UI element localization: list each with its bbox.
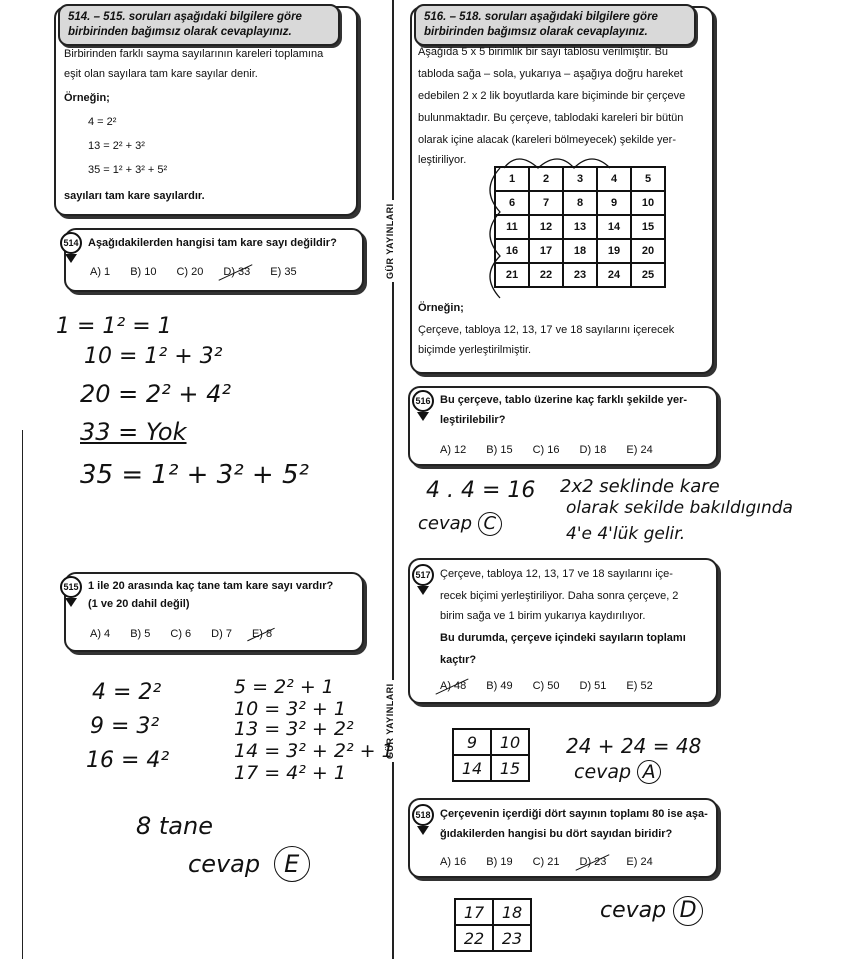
example-label: Örneğin; xyxy=(64,92,110,104)
option-d[interactable]: D) 18 xyxy=(579,444,607,456)
question-517-line-3: birim sağa ve 1 birim yukarıya kaydırılıyor. xyxy=(440,610,646,622)
hw516-answer-letter: C xyxy=(478,512,502,536)
option-b[interactable]: B) 10 xyxy=(130,266,157,278)
option-a[interactable]: A) 4 xyxy=(90,628,111,640)
right-info-line-2: tabloda sağa – sola, yukarıya – aşağıya doğru hareket xyxy=(418,68,683,80)
option-c[interactable]: C) 50 xyxy=(532,680,560,692)
option-c[interactable]: C) 6 xyxy=(170,628,192,640)
grid-cell: 8 xyxy=(563,191,597,215)
hw516-answer xyxy=(418,512,502,536)
hw515-left-2: 9 = 3² xyxy=(90,714,160,739)
right-info-line-5: olarak içine alacak (kareleri bölmeyecek) şekilde yer- xyxy=(418,134,676,146)
hw516-cevap: cevap xyxy=(418,513,473,534)
option-e-marked[interactable]: E) 8 xyxy=(251,628,273,640)
hw518-cevap: cevap xyxy=(600,898,667,923)
hw514-line-5: 35 = 1² + 3² + 5² xyxy=(80,460,309,490)
option-e[interactable]: E) 52 xyxy=(626,680,653,692)
option-d-marked[interactable]: D) 33 xyxy=(223,266,251,278)
grid-cell: 12 xyxy=(529,215,563,239)
hw518-cell: 18 xyxy=(493,899,531,925)
grid-cell: 21 xyxy=(495,263,529,287)
hw517-answer xyxy=(574,760,661,784)
grid-cell: 6 xyxy=(495,191,529,215)
grid-cell: 15 xyxy=(631,215,665,239)
grid-handwritten-loops xyxy=(470,150,640,310)
option-e[interactable]: E) 24 xyxy=(626,444,653,456)
option-b[interactable]: B) 49 xyxy=(486,680,513,692)
question-514-options xyxy=(90,262,317,280)
info-header-516-518: 516. – 518. soruları aşağıdaki bilgilere göre birbirinden bağımsız olarak cevaplayınız. xyxy=(414,4,696,46)
column-divider xyxy=(392,0,394,959)
question-518-text-1: Çerçevenin içerdiği dört sayının toplamı 80 ise aşa- xyxy=(440,808,708,820)
grid-cell: 2 xyxy=(529,167,563,191)
hw514-line-3: 20 = 2² + 4² xyxy=(80,380,232,408)
grid-cell: 14 xyxy=(597,215,631,239)
hw515-right-3: 13 = 3² + 2² xyxy=(234,718,354,740)
question-518-text-2: ğıdakilerden hangisi bu dört sayıdan biridir? xyxy=(440,828,673,840)
question-514-text: Aşağıdakilerden hangisi tam kare sayı değildir? xyxy=(88,237,337,249)
question-517-q-2: kaçtır? xyxy=(440,654,477,666)
question-518-options xyxy=(440,852,673,870)
example-3: 35 = 1² + 3² + 5² xyxy=(88,164,168,176)
right-example-label: Örneğin; xyxy=(418,302,464,314)
hw516-note-3: 4'e 4'lük gelir. xyxy=(566,524,686,544)
grid-cell: 3 xyxy=(563,167,597,191)
hw514-line-2: 10 = 1² + 3² xyxy=(84,344,223,369)
hw516-calc: 4 . 4 = 16 xyxy=(426,478,536,503)
grid-cell: 22 xyxy=(529,263,563,287)
hw517-cevap: cevap xyxy=(574,761,632,783)
grid-cell: 16 xyxy=(495,239,529,263)
option-c[interactable]: C) 20 xyxy=(176,266,204,278)
question-516-text-1: Bu çerçeve, tablo üzerine kaç farklı şekilde yer- xyxy=(440,394,688,406)
hw517-calc: 24 + 24 = 48 xyxy=(566,734,702,758)
question-517-q-1: Bu durumda, çerçeve içindeki sayıların toplamı xyxy=(440,632,686,644)
option-a-marked[interactable]: A) 48 xyxy=(440,680,467,692)
question-517-options xyxy=(440,676,673,694)
hw515-right-4: 14 = 3² + 2² + 1 xyxy=(234,740,394,762)
option-e[interactable]: E) 35 xyxy=(270,266,297,278)
hw518-cell: 22 xyxy=(455,925,493,951)
hw514-line-4: 33 = Yok xyxy=(80,418,187,446)
grid-cell: 17 xyxy=(529,239,563,263)
question-515-pin xyxy=(65,598,77,607)
question-517-number: 517 xyxy=(412,564,434,586)
grid-cell: 13 xyxy=(563,215,597,239)
grid-cell: 24 xyxy=(597,263,631,287)
hw515-cevap: cevap xyxy=(188,850,261,878)
grid-cell: 25 xyxy=(631,263,665,287)
question-516-pin xyxy=(417,412,429,421)
question-515-options xyxy=(90,624,292,642)
hw518-cell: 17 xyxy=(455,899,493,925)
hw517-cell: 9 xyxy=(453,729,491,755)
hw518-answer xyxy=(600,896,703,926)
option-b[interactable]: B) 19 xyxy=(486,856,513,868)
example-1: 4 = 2² xyxy=(88,116,117,128)
hw516-note-2: olarak sekilde bakıldıgında xyxy=(566,498,793,518)
question-517-pin xyxy=(417,586,429,595)
hw515-answer-letter: E xyxy=(274,846,310,882)
hw517-cell: 14 xyxy=(453,755,491,781)
question-515-number: 515 xyxy=(60,576,82,598)
hw517-cell: 10 xyxy=(491,729,529,755)
grid-cell: 20 xyxy=(631,239,665,263)
hw517-cell: 15 xyxy=(491,755,529,781)
option-d[interactable]: D) 51 xyxy=(579,680,607,692)
question-518-pin xyxy=(417,826,429,835)
option-a[interactable]: A) 16 xyxy=(440,856,467,868)
right-info-line-3: edebilen 2 x 2 lik boyutlarda kare biçiminde bir çerçeve xyxy=(418,90,686,102)
grid-cell: 4 xyxy=(597,167,631,191)
info-header-514-515: 514. – 515. soruları aşağıdaki bilgilere göre birbirinden bağımsız olarak cevaplayınız. xyxy=(58,4,340,46)
left-margin-line xyxy=(22,430,23,959)
option-a[interactable]: A) 12 xyxy=(440,444,467,456)
question-518-number: 518 xyxy=(412,804,434,826)
hw515-right-1: 5 = 2² + 1 xyxy=(234,676,334,698)
option-a[interactable]: A) 1 xyxy=(90,266,111,278)
hw517-answer-letter: A xyxy=(637,760,661,784)
hw515-left-3: 16 = 4² xyxy=(86,748,170,773)
grid-cell: 19 xyxy=(597,239,631,263)
question-517-line-1: Çerçeve, tabloya 12, 13, 17 ve 18 sayılarını içe- xyxy=(440,568,673,580)
hw516-note-1: 2x2 seklinde kare xyxy=(560,476,720,497)
info-line-1: Birbirinden farklı sayma sayılarının kareleri toplamına xyxy=(64,48,324,60)
side-label-bottom: GÜR YAYINLARI xyxy=(385,680,395,762)
question-515-sub: (1 ve 20 dahil değil) xyxy=(88,598,190,610)
hw515-right-2: 10 = 3² + 1 xyxy=(234,698,346,720)
hw517-grid xyxy=(452,728,530,782)
grid-cell: 11 xyxy=(495,215,529,239)
grid-cell: 7 xyxy=(529,191,563,215)
grid-cell: 10 xyxy=(631,191,665,215)
example-2: 13 = 2² + 3² xyxy=(88,140,145,152)
question-516-number: 516 xyxy=(412,390,434,412)
hw515-right-5: 17 = 4² + 1 xyxy=(234,762,346,784)
option-b[interactable]: B) 5 xyxy=(130,628,151,640)
question-516-text-2: leştirilebilir? xyxy=(440,414,506,426)
option-c[interactable]: C) 21 xyxy=(532,856,560,868)
question-514-pin xyxy=(65,254,77,263)
hw518-grid xyxy=(454,898,532,952)
option-d-marked[interactable]: D) 23 xyxy=(579,856,607,868)
option-e[interactable]: E) 24 xyxy=(626,856,653,868)
hw518-answer-letter: D xyxy=(673,896,703,926)
right-example-text: Çerçeve, tabloya 12, 13, 17 ve 18 sayılarını içerecek biçimde yerleştirilmiştir. xyxy=(418,324,675,356)
right-info-line-6: leştiriliyor. xyxy=(418,154,467,166)
question-514-number: 514 xyxy=(60,232,82,254)
grid-cell: 5 xyxy=(631,167,665,191)
option-c[interactable]: C) 16 xyxy=(532,444,560,456)
grid-cell: 23 xyxy=(563,263,597,287)
hw515-answer-count: 8 tane xyxy=(136,812,213,840)
hw515-left-1: 4 = 2² xyxy=(92,680,162,705)
grid-cell: 9 xyxy=(597,191,631,215)
info-line-2: eşit olan sayılara tam kare sayılar denir. xyxy=(64,68,258,80)
question-517-line-2: recek biçimi yerleştiriliyor. Daha sonra çerçeve, 2 xyxy=(440,590,679,602)
hw515-answer xyxy=(188,846,310,882)
grid-cell: 18 xyxy=(563,239,597,263)
option-d[interactable]: D) 7 xyxy=(211,628,232,640)
question-515-text: 1 ile 20 arasında kaç tane tam kare sayı vardır? xyxy=(88,580,334,592)
question-516-options xyxy=(440,440,673,458)
grid-cell: 1 xyxy=(495,167,529,191)
right-info-line-4: bulunmaktadır. Bu çerçeve, tablodaki kareleri bir bütün xyxy=(418,112,684,124)
hw514-line-1: 1 = 1² = 1 xyxy=(56,314,172,339)
right-info-line-1: Aşağıda 5 x 5 birimlik bir sayı tablosu verilmiştir. Bu xyxy=(418,46,669,58)
hw518-cell: 23 xyxy=(493,925,531,951)
side-label-top: GÜR YAYINLARI xyxy=(385,200,395,282)
option-b[interactable]: B) 15 xyxy=(486,444,513,456)
info-footer: sayıları tam kare sayılardır. xyxy=(64,190,205,202)
